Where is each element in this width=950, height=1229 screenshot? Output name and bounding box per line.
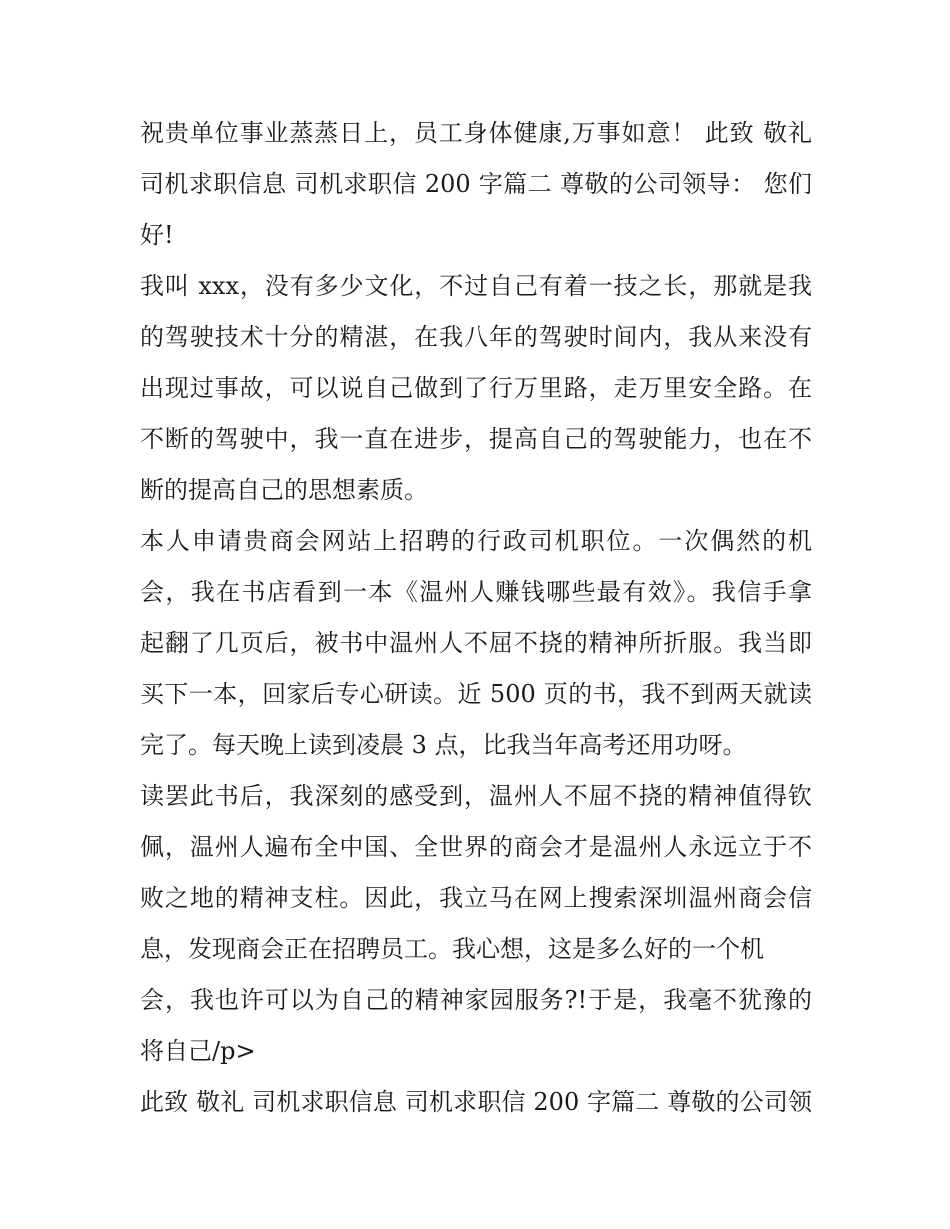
text-line: 将自己/p> <box>140 1037 256 1065</box>
text-line: 我叫 xxx，没有多少文化，不过自己有着一技之长，那就是我 <box>140 272 812 300</box>
text-line: 会，我在书店看到一本《温州人赚钱哪些最有效》。我信手拿 <box>140 578 812 606</box>
text-line: 司机求职信息 司机求职信 200 字篇二 尊敬的公司领导： 您们 <box>140 170 812 198</box>
text-line: 出现过事故，可以说自己做到了行万里路，走万里安全路。在 <box>140 374 812 402</box>
text-line: 佩，温州人遍布全中国、全世界的商会才是温州人永远立于不 <box>140 833 812 861</box>
document-body <box>140 108 812 1128</box>
text-line: 的驾驶技术十分的精湛，在我八年的驾驶时间内，我从来没有 <box>140 323 812 351</box>
text-line: 起翻了几页后，被书中温州人不屈不挠的精神所折服。我当即 <box>140 629 812 657</box>
text-line: 完了。每天晚上读到凌晨 3 点，比我当年高考还用功呀。 <box>140 731 747 759</box>
text-line: 息，发现商会正在招聘员工。我心想，这是多么好的一个机 <box>140 935 764 963</box>
text-line: 此致 敬礼 司机求职信息 司机求职信 200 字篇二 尊敬的公司领 <box>140 1088 812 1116</box>
text-line: 会，我也许可以为自己的精神家园服务?!于是，我毫不犹豫的 <box>140 986 812 1014</box>
text-line: 不断的驾驶中，我一直在进步，提高自己的驾驶能力，也在不 <box>140 425 812 453</box>
text-line: 好! <box>140 221 174 249</box>
text-line: 读罢此书后，我深刻的感受到，温州人不屈不挠的精神值得钦 <box>140 782 812 810</box>
text-line: 祝贵单位事业蒸蒸日上，员工身体健康,万事如意！ 此致 敬礼 <box>140 119 812 147</box>
text-line: 断的提高自己的思想素质。 <box>140 476 428 504</box>
text-line: 败之地的精神支柱。因此，我立马在网上搜索深圳温州商会信 <box>140 884 812 912</box>
text-line: 买下一本，回家后专心研读。近 500 页的书，我不到两天就读 <box>140 680 812 708</box>
text-line: 本人申请贵商会网站上招聘的行政司机职位。一次偶然的机 <box>140 527 812 555</box>
